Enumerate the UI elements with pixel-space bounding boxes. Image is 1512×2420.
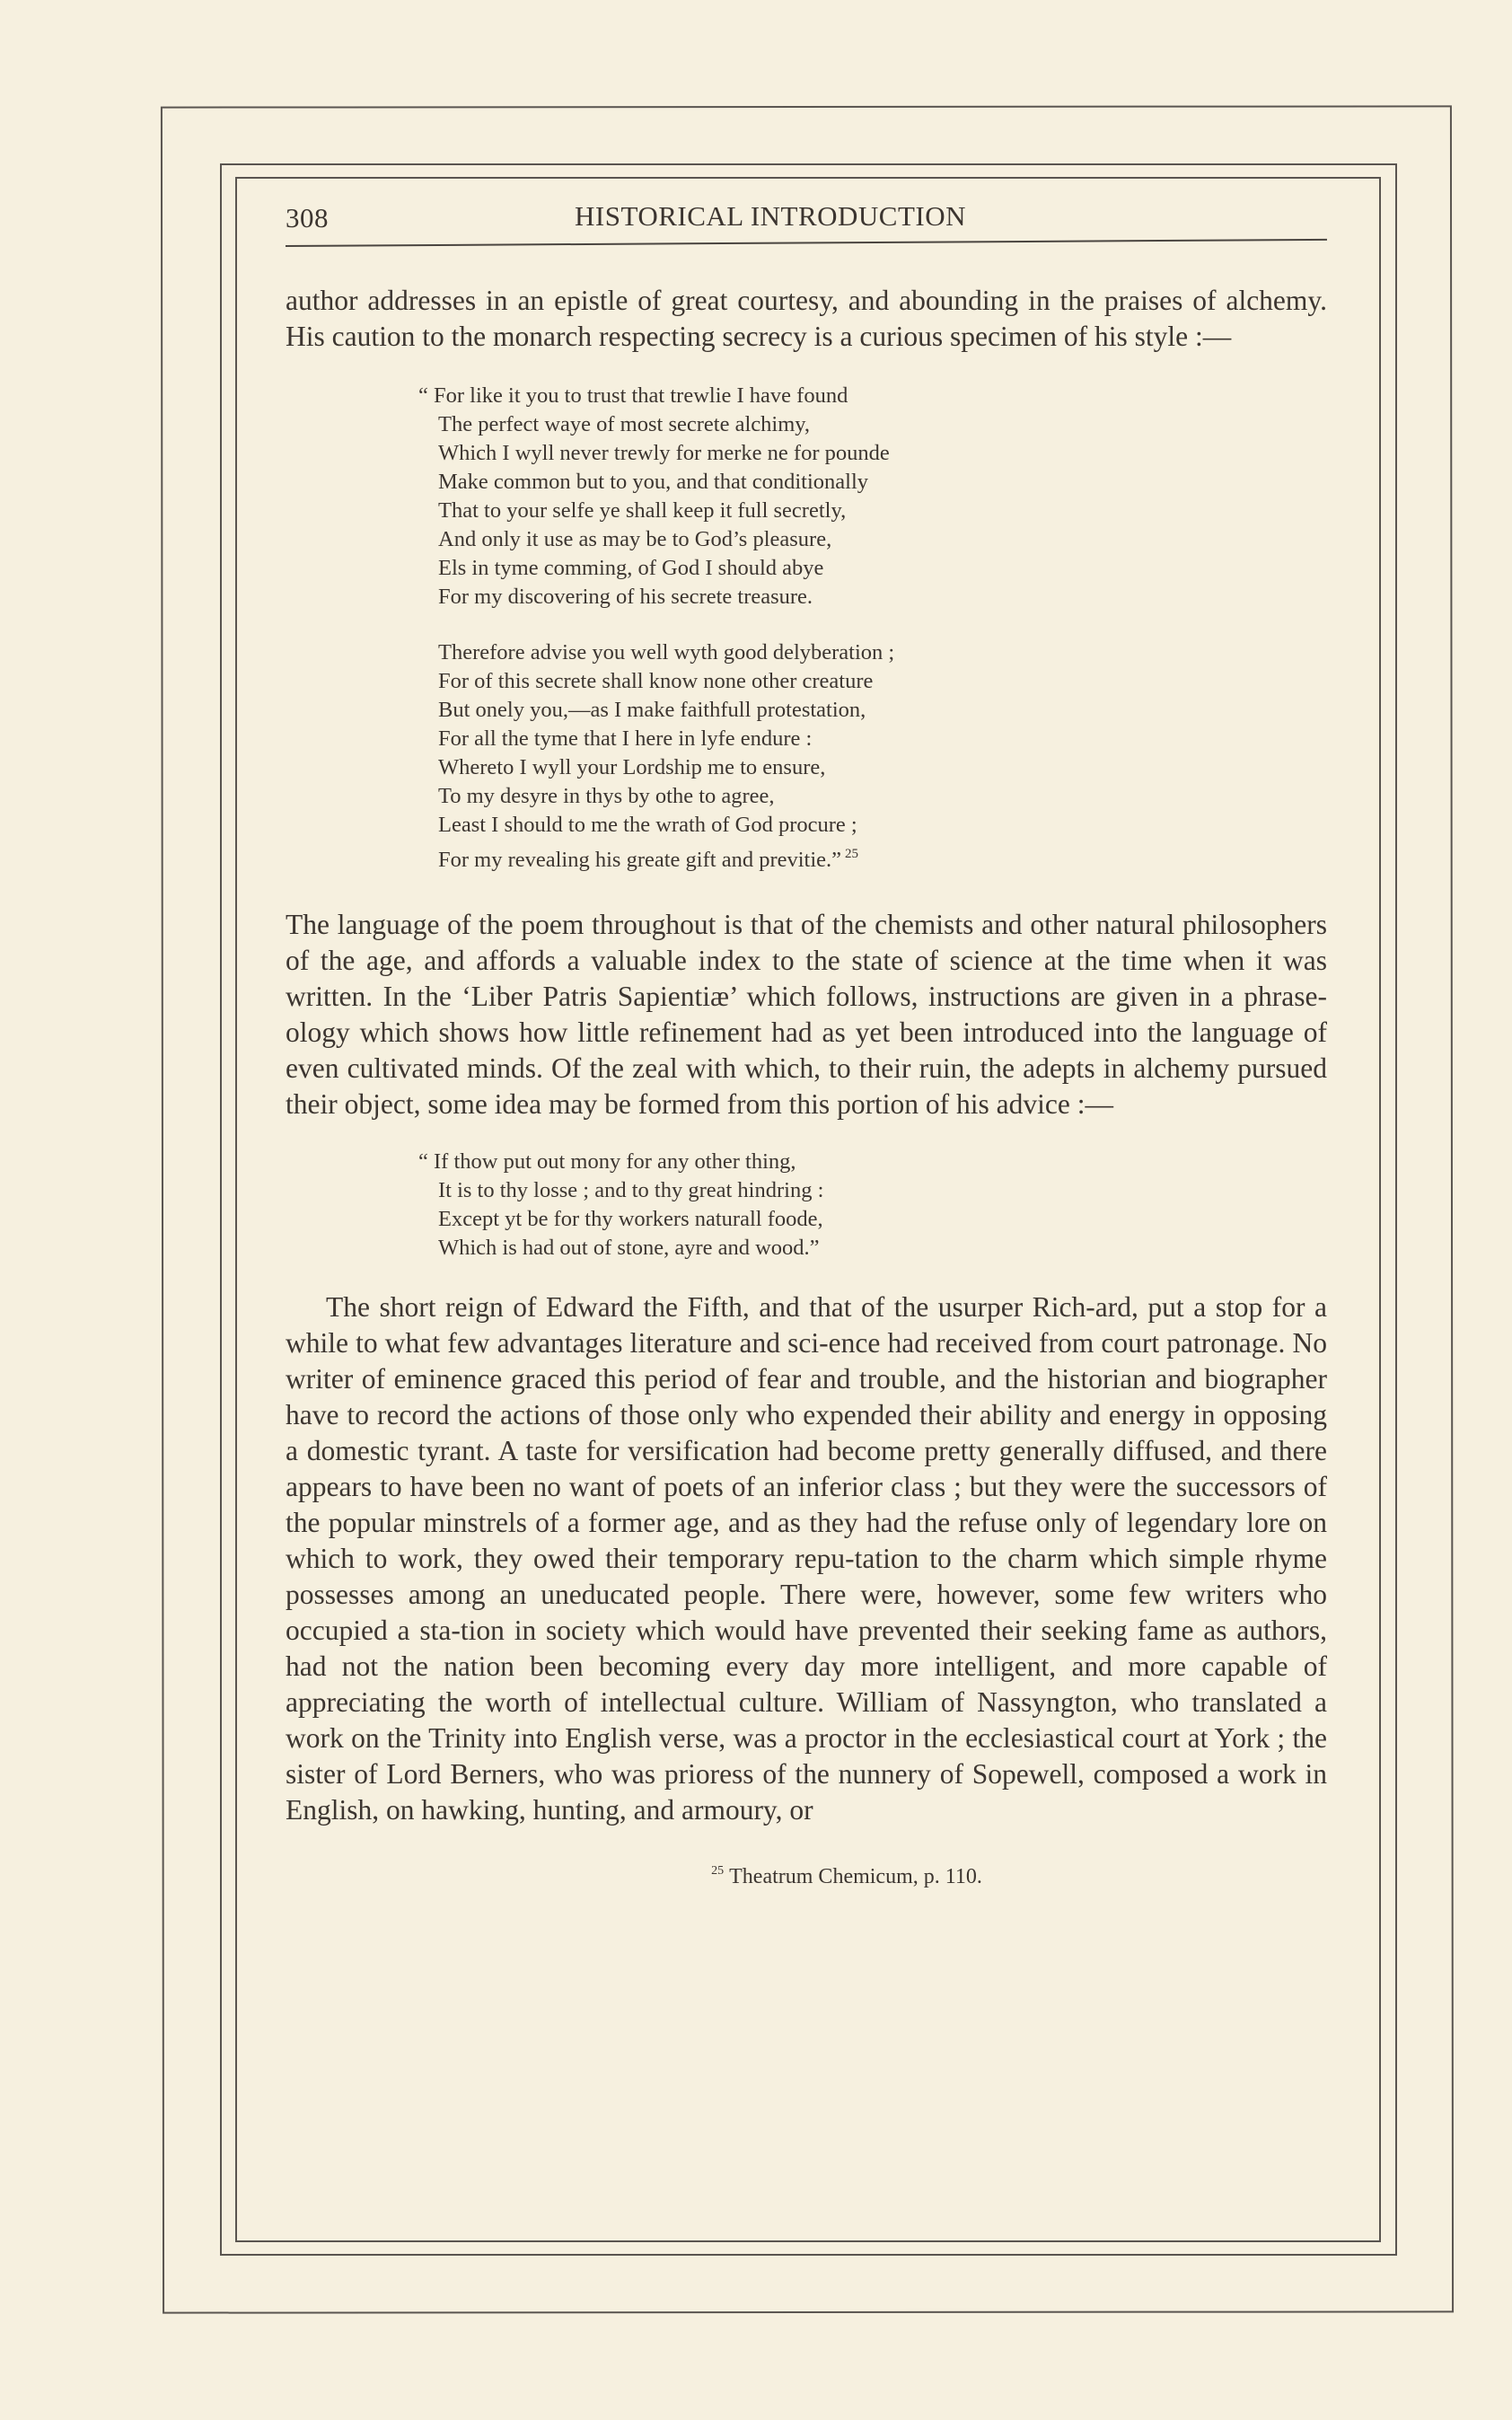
- verse-quotation-2: [286, 1148, 1327, 1263]
- verse-line-last: [438, 840, 1327, 875]
- footnote-text: Theatrum Chemicum, p. 110.: [729, 1865, 982, 1888]
- verse-line: Therefore advise you well wyth good delyberation ;: [438, 640, 895, 664]
- verse-line: And only it use as may be to God’s pleasure,: [438, 527, 832, 551]
- verse-line: But onely you,—as I make faithfull protestation,: [438, 698, 866, 722]
- running-title: HISTORICAL INTRODUCTION: [575, 200, 967, 232]
- verse-line: That to your selfe ye shall keep it full secretly,: [438, 498, 847, 523]
- verse-line-text: For my revealing his greate gift and previtie.”: [438, 848, 842, 872]
- page-number: 308: [286, 202, 329, 233]
- verse-line: For all the tyme that I here in lyfe endure :: [438, 726, 813, 751]
- verse-line: “ If thow put out mony for any other thing,: [418, 1149, 796, 1174]
- verse-line: Which I wyll never trewly for merke ne for pounde: [438, 441, 890, 465]
- stanza-2: [438, 638, 1327, 875]
- verse-line: Els in tyme comming, of God I should abye: [438, 556, 824, 580]
- verse-line: Which is had out of stone, ayre and wood.”: [438, 1236, 820, 1260]
- header-rule: [286, 239, 1327, 247]
- verse-line: “ For like it you to trust that trewlie I have found: [418, 383, 848, 408]
- verse-line: For my discovering of his secrete treasure.: [438, 585, 813, 609]
- verse-line: To my desyre in thys by othe to agree,: [438, 784, 775, 808]
- page-content: [286, 193, 1327, 1889]
- footnote-marker: 25: [711, 1864, 725, 1878]
- running-head: [286, 193, 1327, 247]
- paragraph-edward-the-fifth: The short reign of Edward the Fifth, and that of the usurper Rich-ard, put a stop for a while to what few advantages literature and sci-ence had received from court patronage. No writer of eminence graced this period of fear and trouble, and the historian and biographer have to record the actions of those only who expended their ability and energy in opposing a domestic tyrant. A taste for versification had become pretty generally diffused, and there appears to have been no want of poets of an inferior class ; but they were the successors of the popular minstrels of a former age, and as they had the refuse only of legendary lore on which to work, they owed their temporary repu-tation to the charm which simple rhyme possesses among an uneducated people. There were, however, some few writers who occupied a sta-tion in society which would have prevented their seeking fame as authors, had not the nation been becoming every day more intelligent, and more capable of appreciating the worth of intellectual culture. William of Nassyngton, who translated a work on the Trinity into English verse, was a proctor in the ecclesiastical court at York ; the sister of Lord Berners, who was prioress of the nunnery of Sopewell, composed a work in English, on hawking, hunting, and armoury, or: [286, 1291, 1327, 1826]
- stanza-1: [418, 382, 1327, 612]
- verse-line: Least I should to me the wrath of God procure ;: [438, 813, 857, 837]
- footnote-reference[interactable]: 25: [845, 847, 859, 861]
- paragraph-language-of-poem: The language of the poem throughout is that of the chemists and other natural philosophers of the age, and affords a valuable index to the state of science at the time when it was written. In the ‘Liber Patris Sapientiæ’ which follows, instructions are given in a phrase-ology which shows how little refinement had as yet been introduced into the language of even cultivated minds. Of the zeal with which, to their ruin, the adepts in alchemy pursued their object, some idea may be formed from this portion of his advice :—: [286, 909, 1327, 1120]
- paragraph-continuation: author addresses in an epistle of great courtesy, and abounding in the praises of alchemy. His caution to the monarch respecting secrecy is a curious specimen of his style :—: [286, 285, 1327, 352]
- verse-line: It is to thy losse ; and to thy great hindring :: [438, 1178, 824, 1202]
- footnote: [286, 1864, 1327, 1889]
- verse-line: The perfect waye of most secrete alchimy,: [438, 412, 811, 436]
- verse-line: Except yt be for thy workers naturall foode,: [438, 1207, 823, 1231]
- verse-quotation-1: [286, 382, 1327, 875]
- verse-line: Make common but to you, and that conditionally: [438, 470, 869, 494]
- verse-line: Whereto I wyll your Lordship me to ensure,: [438, 755, 826, 779]
- verse-line: For of this secrete shall know none other creature: [438, 669, 874, 693]
